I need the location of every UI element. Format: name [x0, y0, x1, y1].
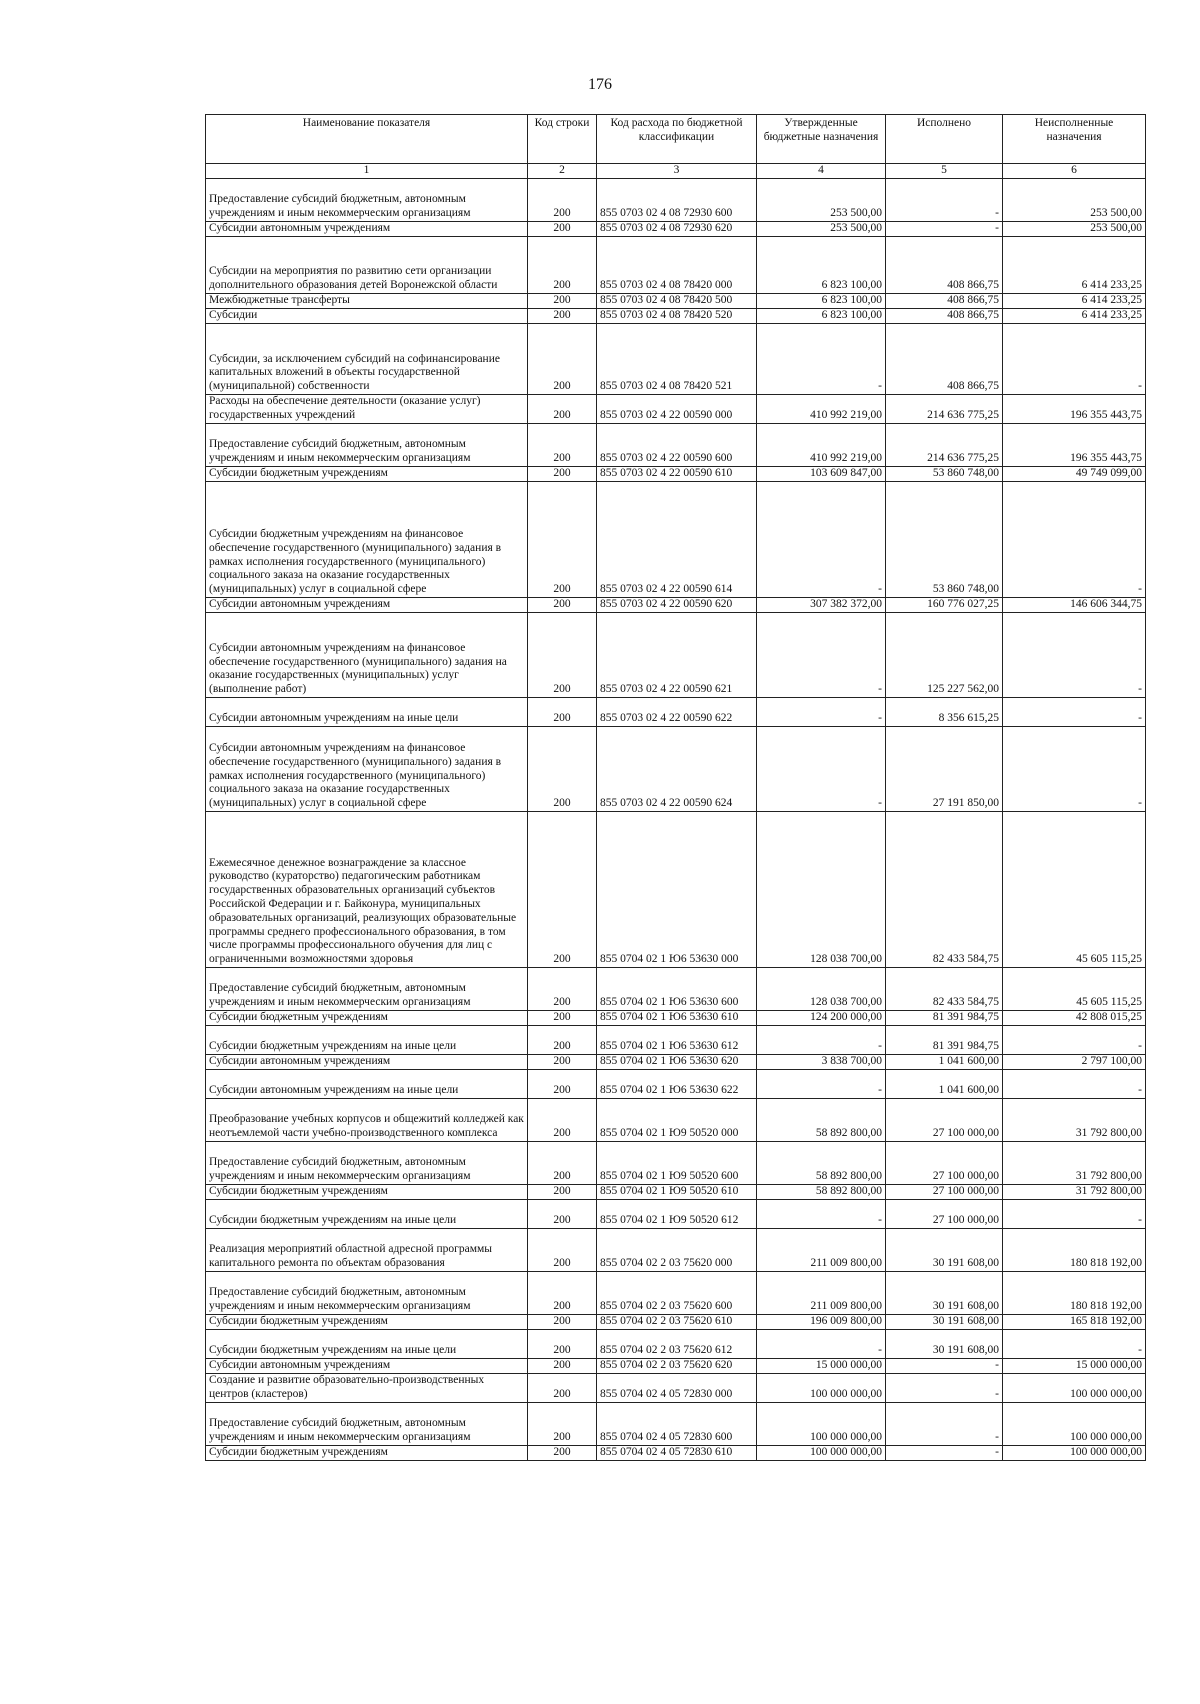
row-unexecuted: -: [1003, 1026, 1146, 1055]
row-unexecuted: 6 414 233,25: [1003, 294, 1146, 309]
row-executed: -: [886, 222, 1003, 237]
row-budget-code: 855 0704 02 1 Ю9 50520 610: [597, 1185, 757, 1200]
table-row: [206, 1011, 1146, 1026]
row-line-code: 200: [528, 324, 597, 395]
row-executed: 408 866,75: [886, 309, 1003, 324]
row-approved: -: [757, 482, 886, 598]
row-line-code: 200: [528, 1099, 597, 1142]
row-budget-code: 855 0704 02 2 03 75620 600: [597, 1272, 757, 1315]
row-approved: 6 823 100,00: [757, 294, 886, 309]
table-row: [206, 179, 1146, 222]
row-executed: -: [886, 179, 1003, 222]
row-unexecuted: 6 414 233,25: [1003, 309, 1146, 324]
table-row: [206, 1142, 1146, 1185]
table-row: [206, 1026, 1146, 1055]
row-budget-code: 855 0703 02 4 08 78420 521: [597, 324, 757, 395]
row-approved: -: [757, 698, 886, 727]
row-line-code: 200: [528, 1142, 597, 1185]
row-approved: 58 892 800,00: [757, 1142, 886, 1185]
row-budget-code: 855 0704 02 4 05 72830 610: [597, 1446, 757, 1461]
row-unexecuted: -: [1003, 613, 1146, 698]
table-row: [206, 222, 1146, 237]
table-row: [206, 598, 1146, 613]
row-budget-code: 855 0703 02 4 22 00590 624: [597, 727, 757, 812]
row-budget-code: 855 0704 02 1 Ю6 53630 612: [597, 1026, 757, 1055]
table-row: [206, 613, 1146, 698]
row-name: Предоставление субсидий бюджетным, автономным учреждениям и иным некоммерческим организациям: [206, 968, 528, 1011]
row-approved: 253 500,00: [757, 179, 886, 222]
row-line-code: 200: [528, 1359, 597, 1374]
column-number: 6: [1003, 164, 1146, 179]
row-line-code: 200: [528, 613, 597, 698]
row-executed: 8 356 615,25: [886, 698, 1003, 727]
row-budget-code: 855 0703 02 4 22 00590 600: [597, 424, 757, 467]
row-name: Субсидии: [206, 309, 528, 324]
row-approved: 6 823 100,00: [757, 237, 886, 294]
row-name: Ежемесячное денежное вознаграждение за классное руководство (кураторство) педагогическим работникам государственных образовательных организаций субъектов Российской Федерации и г. Байконура, муниципальных образовательных организаций, реализующих образовательные программы среднего профессионального образования, в том числе программы профессионального обучения для лиц с ограниченными возможностями здоровья: [206, 812, 528, 968]
row-budget-code: 855 0704 02 2 03 75620 612: [597, 1330, 757, 1359]
table-row: [206, 968, 1146, 1011]
table-row: [206, 1330, 1146, 1359]
row-line-code: 200: [528, 424, 597, 467]
column-header-executed: Исполнено: [886, 115, 1003, 164]
row-approved: 128 038 700,00: [757, 812, 886, 968]
row-approved: 253 500,00: [757, 222, 886, 237]
table-row: [206, 1315, 1146, 1330]
table-row: [206, 1374, 1146, 1403]
row-approved: -: [757, 1330, 886, 1359]
row-approved: -: [757, 1200, 886, 1229]
row-budget-code: 855 0704 02 1 Ю6 53630 620: [597, 1055, 757, 1070]
row-budget-code: 855 0703 02 4 22 00590 000: [597, 395, 757, 424]
row-unexecuted: 31 792 800,00: [1003, 1099, 1146, 1142]
row-budget-code: 855 0704 02 4 05 72830 000: [597, 1374, 757, 1403]
row-executed: 125 227 562,00: [886, 613, 1003, 698]
row-approved: 103 609 847,00: [757, 467, 886, 482]
row-executed: -: [886, 1446, 1003, 1461]
row-name: Реализация мероприятий областной адресной программы капитального ремонта по объектам образования: [206, 1229, 528, 1272]
row-executed: 81 391 984,75: [886, 1011, 1003, 1026]
row-executed: 408 866,75: [886, 237, 1003, 294]
row-executed: -: [886, 1403, 1003, 1446]
row-name: Субсидии бюджетным учреждениям на финансовое обеспечение государственного (муниципального) задания в рамках исполнения государственного (муниципального) социального заказа на оказание государственных (муниципальных) услуг в социальной сфере: [206, 482, 528, 598]
row-budget-code: 855 0704 02 1 Ю6 53630 610: [597, 1011, 757, 1026]
row-budget-code: 855 0703 02 4 08 78420 000: [597, 237, 757, 294]
row-name: Межбюджетные трансферты: [206, 294, 528, 309]
row-unexecuted: 100 000 000,00: [1003, 1374, 1146, 1403]
row-budget-code: 855 0703 02 4 08 72930 600: [597, 179, 757, 222]
row-budget-code: 855 0703 02 4 22 00590 620: [597, 598, 757, 613]
row-executed: 82 433 584,75: [886, 812, 1003, 968]
row-unexecuted: 2 797 100,00: [1003, 1055, 1146, 1070]
row-executed: 214 636 775,25: [886, 424, 1003, 467]
row-unexecuted: 15 000 000,00: [1003, 1359, 1146, 1374]
row-budget-code: 855 0704 02 1 Ю6 53630 622: [597, 1070, 757, 1099]
row-name: Предоставление субсидий бюджетным, автономным учреждениям и иным некоммерческим организациям: [206, 1403, 528, 1446]
row-name: Субсидии на мероприятия по развитию сети организации дополнительного образования детей Воронежской области: [206, 237, 528, 294]
row-name: Предоставление субсидий бюджетным, автономным учреждениям и иным некоммерческим организациям: [206, 424, 528, 467]
row-budget-code: 855 0704 02 1 Ю9 50520 600: [597, 1142, 757, 1185]
table-row: [206, 1359, 1146, 1374]
row-executed: 30 191 608,00: [886, 1229, 1003, 1272]
row-name: Субсидии автономным учреждениям на финансовое обеспечение государственного (муниципального) задания в рамках исполнения государственного (муниципального) социального заказа на оказание государственных (муниципальных) услуг в социальной сфере: [206, 727, 528, 812]
row-approved: 124 200 000,00: [757, 1011, 886, 1026]
table-row: [206, 727, 1146, 812]
table-row: [206, 1185, 1146, 1200]
row-line-code: 200: [528, 1011, 597, 1026]
row-unexecuted: 100 000 000,00: [1003, 1403, 1146, 1446]
table-row: [206, 237, 1146, 294]
row-budget-code: 855 0703 02 4 08 78420 500: [597, 294, 757, 309]
row-name: Субсидии автономным учреждениям: [206, 598, 528, 613]
row-unexecuted: 6 414 233,25: [1003, 237, 1146, 294]
table-row: [206, 1272, 1146, 1315]
row-name: Субсидии бюджетным учреждениям: [206, 1011, 528, 1026]
row-line-code: 200: [528, 1229, 597, 1272]
row-executed: 27 100 000,00: [886, 1099, 1003, 1142]
row-name: Расходы на обеспечение деятельности (оказание услуг) государственных учреждений: [206, 395, 528, 424]
column-header-unexecuted: Неисполненные назначения: [1003, 115, 1146, 164]
row-approved: -: [757, 727, 886, 812]
row-approved: -: [757, 613, 886, 698]
row-executed: 160 776 027,25: [886, 598, 1003, 613]
row-approved: 58 892 800,00: [757, 1099, 886, 1142]
column-number: 4: [757, 164, 886, 179]
row-unexecuted: 180 818 192,00: [1003, 1229, 1146, 1272]
row-line-code: 200: [528, 1055, 597, 1070]
column-number-row: [206, 164, 1146, 179]
row-line-code: 200: [528, 1446, 597, 1461]
row-line-code: 200: [528, 1026, 597, 1055]
row-approved: 100 000 000,00: [757, 1374, 886, 1403]
row-line-code: 200: [528, 222, 597, 237]
row-name: Субсидии бюджетным учреждениям: [206, 1185, 528, 1200]
row-approved: 6 823 100,00: [757, 309, 886, 324]
row-budget-code: 855 0703 02 4 22 00590 622: [597, 698, 757, 727]
table-row: [206, 395, 1146, 424]
row-executed: 27 100 000,00: [886, 1200, 1003, 1229]
row-name: Субсидии автономным учреждениям на финансовое обеспечение государственного (муниципального) задания на оказание государственных (муниципальных) услуг (выполнение работ): [206, 613, 528, 698]
table-row: [206, 324, 1146, 395]
row-unexecuted: -: [1003, 698, 1146, 727]
column-number: 5: [886, 164, 1003, 179]
table-row: [206, 1055, 1146, 1070]
row-approved: 307 382 372,00: [757, 598, 886, 613]
row-approved: 196 009 800,00: [757, 1315, 886, 1330]
row-unexecuted: 180 818 192,00: [1003, 1272, 1146, 1315]
row-approved: 100 000 000,00: [757, 1446, 886, 1461]
row-unexecuted: -: [1003, 1070, 1146, 1099]
row-executed: 81 391 984,75: [886, 1026, 1003, 1055]
table-row: [206, 1200, 1146, 1229]
row-name: Субсидии бюджетным учреждениям на иные цели: [206, 1200, 528, 1229]
column-header-name: Наименование показателя: [206, 115, 528, 164]
row-approved: 58 892 800,00: [757, 1185, 886, 1200]
row-budget-code: 855 0703 02 4 22 00590 614: [597, 482, 757, 598]
column-number: 2: [528, 164, 597, 179]
row-executed: 30 191 608,00: [886, 1272, 1003, 1315]
row-executed: 30 191 608,00: [886, 1315, 1003, 1330]
row-unexecuted: -: [1003, 1330, 1146, 1359]
row-line-code: 200: [528, 1185, 597, 1200]
row-line-code: 200: [528, 1070, 597, 1099]
row-line-code: 200: [528, 467, 597, 482]
row-line-code: 200: [528, 968, 597, 1011]
row-executed: 30 191 608,00: [886, 1330, 1003, 1359]
row-name: Субсидии бюджетным учреждениям на иные цели: [206, 1330, 528, 1359]
row-approved: 410 992 219,00: [757, 395, 886, 424]
row-line-code: 200: [528, 294, 597, 309]
row-approved: 3 838 700,00: [757, 1055, 886, 1070]
row-line-code: 200: [528, 598, 597, 613]
row-name: Предоставление субсидий бюджетным, автономным учреждениям и иным некоммерческим организациям: [206, 179, 528, 222]
row-unexecuted: 31 792 800,00: [1003, 1185, 1146, 1200]
row-unexecuted: -: [1003, 324, 1146, 395]
page-number: 176: [588, 76, 612, 93]
row-executed: 53 860 748,00: [886, 467, 1003, 482]
column-number: 1: [206, 164, 528, 179]
row-line-code: 200: [528, 698, 597, 727]
row-line-code: 200: [528, 1330, 597, 1359]
row-unexecuted: 100 000 000,00: [1003, 1446, 1146, 1461]
row-executed: 27 191 850,00: [886, 727, 1003, 812]
row-line-code: 200: [528, 1272, 597, 1315]
table-row: [206, 309, 1146, 324]
row-budget-code: 855 0704 02 1 Ю6 53630 000: [597, 812, 757, 968]
row-budget-code: 855 0704 02 2 03 75620 000: [597, 1229, 757, 1272]
row-approved: 15 000 000,00: [757, 1359, 886, 1374]
row-line-code: 200: [528, 179, 597, 222]
row-unexecuted: 165 818 192,00: [1003, 1315, 1146, 1330]
row-executed: -: [886, 1359, 1003, 1374]
row-line-code: 200: [528, 727, 597, 812]
table-row: [206, 1446, 1146, 1461]
row-unexecuted: 31 792 800,00: [1003, 1142, 1146, 1185]
row-budget-code: 855 0704 02 2 03 75620 620: [597, 1359, 757, 1374]
row-line-code: 200: [528, 1315, 597, 1330]
table-row: [206, 424, 1146, 467]
row-approved: 211 009 800,00: [757, 1229, 886, 1272]
table-row: [206, 294, 1146, 309]
table-row: [206, 482, 1146, 598]
row-unexecuted: -: [1003, 727, 1146, 812]
row-approved: 410 992 219,00: [757, 424, 886, 467]
row-unexecuted: -: [1003, 482, 1146, 598]
table-row: [206, 1099, 1146, 1142]
row-unexecuted: 45 605 115,25: [1003, 968, 1146, 1011]
row-name: Субсидии бюджетным учреждениям: [206, 1315, 528, 1330]
row-unexecuted: 45 605 115,25: [1003, 812, 1146, 968]
row-budget-code: 855 0703 02 4 08 78420 520: [597, 309, 757, 324]
row-approved: 211 009 800,00: [757, 1272, 886, 1315]
row-executed: 1 041 600,00: [886, 1070, 1003, 1099]
row-budget-code: 855 0704 02 1 Ю9 50520 612: [597, 1200, 757, 1229]
row-executed: 408 866,75: [886, 324, 1003, 395]
row-line-code: 200: [528, 1200, 597, 1229]
row-line-code: 200: [528, 1374, 597, 1403]
row-unexecuted: 196 355 443,75: [1003, 395, 1146, 424]
row-unexecuted: 49 749 099,00: [1003, 467, 1146, 482]
row-approved: -: [757, 1070, 886, 1099]
row-budget-code: 855 0704 02 4 05 72830 600: [597, 1403, 757, 1446]
column-number: 3: [597, 164, 757, 179]
row-budget-code: 855 0703 02 4 22 00590 610: [597, 467, 757, 482]
column-header-line-code: Код строки: [528, 115, 597, 164]
row-approved: 128 038 700,00: [757, 968, 886, 1011]
row-unexecuted: 253 500,00: [1003, 222, 1146, 237]
row-budget-code: 855 0704 02 1 Ю9 50520 000: [597, 1099, 757, 1142]
row-name: Предоставление субсидий бюджетным, автономным учреждениям и иным некоммерческим организациям: [206, 1272, 528, 1315]
row-executed: 53 860 748,00: [886, 482, 1003, 598]
row-budget-code: 855 0704 02 1 Ю6 53630 600: [597, 968, 757, 1011]
row-unexecuted: -: [1003, 1200, 1146, 1229]
table-header-row: [206, 115, 1146, 164]
row-executed: 214 636 775,25: [886, 395, 1003, 424]
row-name: Субсидии автономным учреждениям: [206, 1055, 528, 1070]
row-name: Субсидии автономным учреждениям на иные цели: [206, 1070, 528, 1099]
table-row: [206, 1229, 1146, 1272]
row-unexecuted: 42 808 015,25: [1003, 1011, 1146, 1026]
row-budget-code: 855 0704 02 2 03 75620 610: [597, 1315, 757, 1330]
row-name: Субсидии, за исключением субсидий на софинансирование капитальных вложений в объекты государственной (муниципальной) собственности: [206, 324, 528, 395]
table-row: [206, 812, 1146, 968]
row-budget-code: 855 0703 02 4 08 72930 620: [597, 222, 757, 237]
row-name: Субсидии бюджетным учреждениям: [206, 467, 528, 482]
row-name: Предоставление субсидий бюджетным, автономным учреждениям и иным некоммерческим организациям: [206, 1142, 528, 1185]
row-executed: -: [886, 1374, 1003, 1403]
row-line-code: 200: [528, 812, 597, 968]
budget-execution-table: [205, 114, 1146, 1461]
row-executed: 27 100 000,00: [886, 1185, 1003, 1200]
row-executed: 27 100 000,00: [886, 1142, 1003, 1185]
table-row: [206, 698, 1146, 727]
row-approved: -: [757, 1026, 886, 1055]
row-name: Субсидии бюджетным учреждениям на иные цели: [206, 1026, 528, 1055]
row-approved: 100 000 000,00: [757, 1403, 886, 1446]
table-row: [206, 1403, 1146, 1446]
table-row: [206, 467, 1146, 482]
row-line-code: 200: [528, 1403, 597, 1446]
row-executed: 1 041 600,00: [886, 1055, 1003, 1070]
column-header-approved: Утвержденные бюджетные назначения: [757, 115, 886, 164]
row-name: Субсидии автономным учреждениям: [206, 1359, 528, 1374]
row-unexecuted: 146 606 344,75: [1003, 598, 1146, 613]
row-budget-code: 855 0703 02 4 22 00590 621: [597, 613, 757, 698]
row-unexecuted: 253 500,00: [1003, 179, 1146, 222]
row-name: Субсидии бюджетным учреждениям: [206, 1446, 528, 1461]
row-executed: 408 866,75: [886, 294, 1003, 309]
table-body: [206, 179, 1146, 1461]
row-unexecuted: 196 355 443,75: [1003, 424, 1146, 467]
row-line-code: 200: [528, 309, 597, 324]
row-line-code: 200: [528, 482, 597, 598]
row-name: Субсидии автономным учреждениям на иные цели: [206, 698, 528, 727]
row-name: Субсидии автономным учреждениям: [206, 222, 528, 237]
table-row: [206, 1070, 1146, 1099]
column-header-budget-code: Код расхода по бюджетной классификации: [597, 115, 757, 164]
row-line-code: 200: [528, 395, 597, 424]
row-approved: -: [757, 324, 886, 395]
row-executed: 82 433 584,75: [886, 968, 1003, 1011]
row-name: Преобразование учебных корпусов и общежитий колледжей как неотъемлемой части учебно-производственного комплекса: [206, 1099, 528, 1142]
row-name: Создание и развитие образовательно-производственных центров (кластеров): [206, 1374, 528, 1403]
row-line-code: 200: [528, 237, 597, 294]
